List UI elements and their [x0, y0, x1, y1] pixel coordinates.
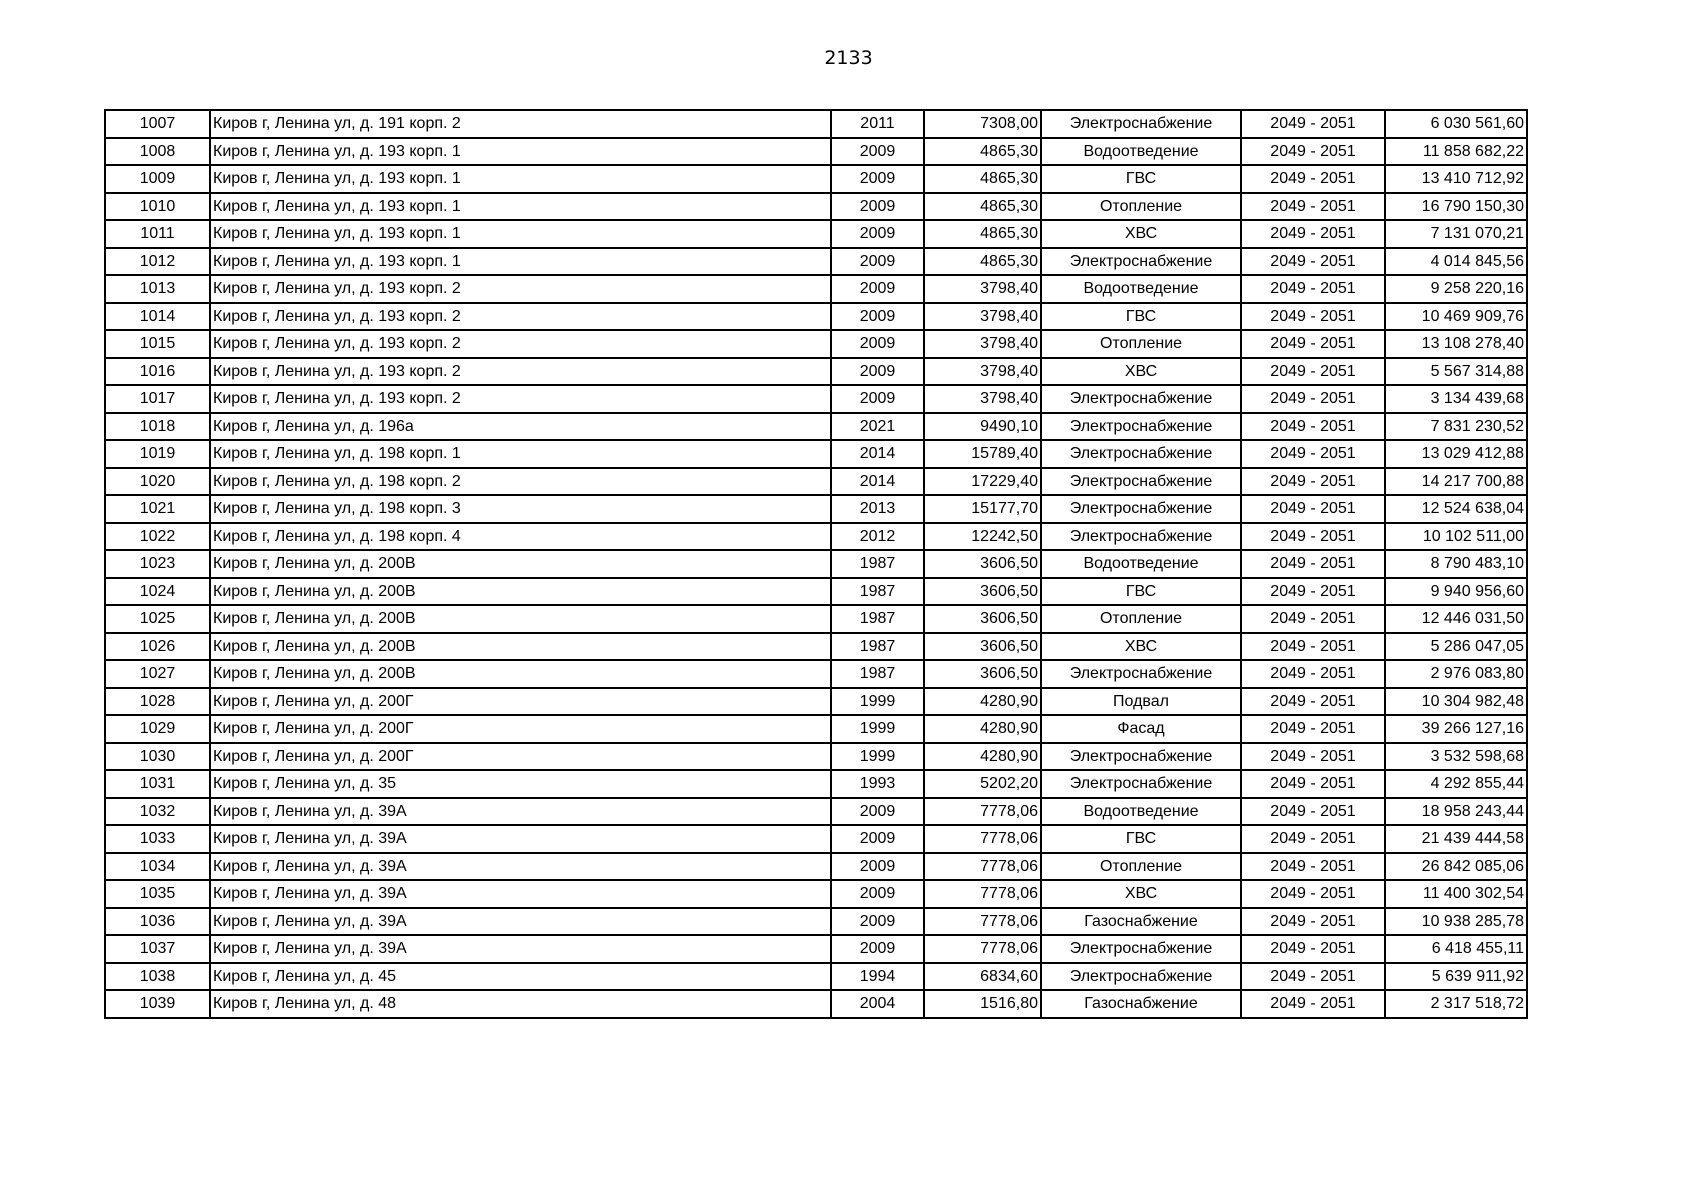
row-number: 1009: [105, 165, 210, 193]
period-cell: 2049 - 2051: [1241, 963, 1385, 991]
table-row: [105, 468, 1527, 496]
table-row: [105, 303, 1527, 331]
period-cell: 2049 - 2051: [1241, 770, 1385, 798]
table-row: [105, 165, 1527, 193]
row-number: 1030: [105, 743, 210, 771]
year-cell: 2009: [831, 908, 924, 936]
area-cell: 3606,50: [924, 633, 1041, 661]
work-type-cell: Водоотведение: [1041, 550, 1241, 578]
cost-cell: 9 940 956,60: [1385, 578, 1527, 606]
table-body: [105, 110, 1527, 1018]
table-row: [105, 990, 1527, 1018]
cost-cell: 4 014 845,56: [1385, 248, 1527, 276]
work-type-cell: Газоснабжение: [1041, 990, 1241, 1018]
area-cell: 3798,40: [924, 330, 1041, 358]
address-cell: Киров г, Ленина ул, д. 193 корп. 2: [210, 358, 831, 386]
address-cell: Киров г, Ленина ул, д. 193 корп. 2: [210, 330, 831, 358]
table-row: [105, 798, 1527, 826]
year-cell: 2014: [831, 468, 924, 496]
period-cell: 2049 - 2051: [1241, 880, 1385, 908]
period-cell: 2049 - 2051: [1241, 935, 1385, 963]
address-cell: Киров г, Ленина ул, д. 200Г: [210, 688, 831, 716]
table-row: [105, 660, 1527, 688]
cost-cell: 10 938 285,78: [1385, 908, 1527, 936]
cost-cell: 11 858 682,22: [1385, 138, 1527, 166]
cost-cell: 13 108 278,40: [1385, 330, 1527, 358]
area-cell: 3798,40: [924, 358, 1041, 386]
year-cell: 2012: [831, 523, 924, 551]
table-row: [105, 193, 1527, 221]
cost-cell: 16 790 150,30: [1385, 193, 1527, 221]
work-type-cell: ГВС: [1041, 578, 1241, 606]
cost-cell: 5 639 911,92: [1385, 963, 1527, 991]
row-number: 1010: [105, 193, 210, 221]
work-type-cell: Электроснабжение: [1041, 110, 1241, 138]
address-cell: Киров г, Ленина ул, д. 39А: [210, 798, 831, 826]
table-row: [105, 688, 1527, 716]
period-cell: 2049 - 2051: [1241, 495, 1385, 523]
year-cell: 2009: [831, 330, 924, 358]
area-cell: 4865,30: [924, 193, 1041, 221]
cost-cell: 8 790 483,10: [1385, 550, 1527, 578]
address-cell: Киров г, Ленина ул, д. 200В: [210, 605, 831, 633]
work-type-cell: ХВС: [1041, 358, 1241, 386]
row-number: 1018: [105, 413, 210, 441]
cost-cell: 13 410 712,92: [1385, 165, 1527, 193]
row-number: 1032: [105, 798, 210, 826]
area-cell: 4280,90: [924, 688, 1041, 716]
year-cell: 1993: [831, 770, 924, 798]
row-number: 1024: [105, 578, 210, 606]
page-number: 2133: [824, 47, 873, 69]
table-row: [105, 330, 1527, 358]
period-cell: 2049 - 2051: [1241, 440, 1385, 468]
row-number: 1019: [105, 440, 210, 468]
area-cell: 7778,06: [924, 853, 1041, 881]
period-cell: 2049 - 2051: [1241, 990, 1385, 1018]
row-number: 1037: [105, 935, 210, 963]
period-cell: 2049 - 2051: [1241, 660, 1385, 688]
row-number: 1017: [105, 385, 210, 413]
row-number: 1029: [105, 715, 210, 743]
work-type-cell: Электроснабжение: [1041, 413, 1241, 441]
address-cell: Киров г, Ленина ул, д. 198 корп. 4: [210, 523, 831, 551]
area-cell: 9490,10: [924, 413, 1041, 441]
year-cell: 2009: [831, 275, 924, 303]
year-cell: 2009: [831, 165, 924, 193]
cost-cell: 2 976 083,80: [1385, 660, 1527, 688]
row-number: 1025: [105, 605, 210, 633]
year-cell: 2014: [831, 440, 924, 468]
cost-cell: 10 469 909,76: [1385, 303, 1527, 331]
row-number: 1011: [105, 220, 210, 248]
area-cell: 15789,40: [924, 440, 1041, 468]
address-cell: Киров г, Ленина ул, д. 200Г: [210, 743, 831, 771]
work-type-cell: Электроснабжение: [1041, 495, 1241, 523]
work-type-cell: Отопление: [1041, 330, 1241, 358]
address-cell: Киров г, Ленина ул, д. 191 корп. 2: [210, 110, 831, 138]
period-cell: 2049 - 2051: [1241, 688, 1385, 716]
year-cell: 1987: [831, 633, 924, 661]
cost-cell: 6 418 455,11: [1385, 935, 1527, 963]
work-type-cell: Электроснабжение: [1041, 385, 1241, 413]
row-number: 1038: [105, 963, 210, 991]
table-row: [105, 275, 1527, 303]
period-cell: 2049 - 2051: [1241, 193, 1385, 221]
cost-cell: 5 567 314,88: [1385, 358, 1527, 386]
address-cell: Киров г, Ленина ул, д. 193 корп. 1: [210, 165, 831, 193]
address-cell: Киров г, Ленина ул, д. 193 корп. 2: [210, 303, 831, 331]
year-cell: 2009: [831, 853, 924, 881]
address-cell: Киров г, Ленина ул, д. 35: [210, 770, 831, 798]
address-cell: Киров г, Ленина ул, д. 39А: [210, 935, 831, 963]
row-number: 1014: [105, 303, 210, 331]
period-cell: 2049 - 2051: [1241, 798, 1385, 826]
table-row: [105, 358, 1527, 386]
period-cell: 2049 - 2051: [1241, 248, 1385, 276]
period-cell: 2049 - 2051: [1241, 275, 1385, 303]
work-type-cell: Электроснабжение: [1041, 743, 1241, 771]
year-cell: 2011: [831, 110, 924, 138]
work-type-cell: ХВС: [1041, 220, 1241, 248]
period-cell: 2049 - 2051: [1241, 550, 1385, 578]
area-cell: 4865,30: [924, 138, 1041, 166]
address-cell: Киров г, Ленина ул, д. 193 корп. 2: [210, 385, 831, 413]
period-cell: 2049 - 2051: [1241, 825, 1385, 853]
year-cell: 2009: [831, 798, 924, 826]
cost-cell: 5 286 047,05: [1385, 633, 1527, 661]
cost-cell: 2 317 518,72: [1385, 990, 1527, 1018]
row-number: 1015: [105, 330, 210, 358]
table-row: [105, 578, 1527, 606]
year-cell: 1987: [831, 578, 924, 606]
row-number: 1034: [105, 853, 210, 881]
row-number: 1008: [105, 138, 210, 166]
area-cell: 3606,50: [924, 605, 1041, 633]
row-number: 1007: [105, 110, 210, 138]
work-type-cell: Подвал: [1041, 688, 1241, 716]
work-type-cell: Отопление: [1041, 853, 1241, 881]
year-cell: 2013: [831, 495, 924, 523]
year-cell: 2009: [831, 385, 924, 413]
area-cell: 4280,90: [924, 715, 1041, 743]
address-cell: Киров г, Ленина ул, д. 198 корп. 3: [210, 495, 831, 523]
area-cell: 4865,30: [924, 165, 1041, 193]
period-cell: 2049 - 2051: [1241, 385, 1385, 413]
row-number: 1026: [105, 633, 210, 661]
table-row: [105, 715, 1527, 743]
table-row: [105, 523, 1527, 551]
work-type-cell: Электроснабжение: [1041, 963, 1241, 991]
table-row: [105, 743, 1527, 771]
address-cell: Киров г, Ленина ул, д. 39А: [210, 908, 831, 936]
area-cell: 3606,50: [924, 578, 1041, 606]
table-row: [105, 110, 1527, 138]
table-row: [105, 248, 1527, 276]
cost-cell: 12 446 031,50: [1385, 605, 1527, 633]
year-cell: 2004: [831, 990, 924, 1018]
area-cell: 6834,60: [924, 963, 1041, 991]
year-cell: 2009: [831, 358, 924, 386]
area-cell: 3798,40: [924, 275, 1041, 303]
work-type-cell: Электроснабжение: [1041, 770, 1241, 798]
year-cell: 1987: [831, 605, 924, 633]
row-number: 1028: [105, 688, 210, 716]
table-row: [105, 385, 1527, 413]
table-row: [105, 825, 1527, 853]
area-cell: 3798,40: [924, 303, 1041, 331]
address-cell: Киров г, Ленина ул, д. 198 корп. 1: [210, 440, 831, 468]
year-cell: 1999: [831, 743, 924, 771]
work-type-cell: ГВС: [1041, 165, 1241, 193]
area-cell: 7778,06: [924, 908, 1041, 936]
table-row: [105, 853, 1527, 881]
area-cell: 3606,50: [924, 550, 1041, 578]
year-cell: 1994: [831, 963, 924, 991]
cost-cell: 7 131 070,21: [1385, 220, 1527, 248]
cost-cell: 10 304 982,48: [1385, 688, 1527, 716]
address-cell: Киров г, Ленина ул, д. 193 корп. 1: [210, 193, 831, 221]
period-cell: 2049 - 2051: [1241, 110, 1385, 138]
cost-cell: 4 292 855,44: [1385, 770, 1527, 798]
cost-cell: 10 102 511,00: [1385, 523, 1527, 551]
row-number: 1022: [105, 523, 210, 551]
year-cell: 2009: [831, 825, 924, 853]
row-number: 1016: [105, 358, 210, 386]
work-type-cell: Электроснабжение: [1041, 468, 1241, 496]
area-cell: 3606,50: [924, 660, 1041, 688]
area-cell: 4865,30: [924, 220, 1041, 248]
cost-cell: 9 258 220,16: [1385, 275, 1527, 303]
address-cell: Киров г, Ленина ул, д. 193 корп. 2: [210, 275, 831, 303]
work-type-cell: ГВС: [1041, 303, 1241, 331]
period-cell: 2049 - 2051: [1241, 605, 1385, 633]
row-number: 1039: [105, 990, 210, 1018]
period-cell: 2049 - 2051: [1241, 578, 1385, 606]
table-row: [105, 495, 1527, 523]
address-cell: Киров г, Ленина ул, д. 39А: [210, 880, 831, 908]
cost-cell: 14 217 700,88: [1385, 468, 1527, 496]
area-cell: 7778,06: [924, 798, 1041, 826]
cost-cell: 7 831 230,52: [1385, 413, 1527, 441]
table-row: [105, 633, 1527, 661]
work-type-cell: Водоотведение: [1041, 798, 1241, 826]
year-cell: 1987: [831, 550, 924, 578]
work-type-cell: ГВС: [1041, 825, 1241, 853]
address-cell: Киров г, Ленина ул, д. 200Г: [210, 715, 831, 743]
period-cell: 2049 - 2051: [1241, 908, 1385, 936]
period-cell: 2049 - 2051: [1241, 358, 1385, 386]
address-cell: Киров г, Ленина ул, д. 45: [210, 963, 831, 991]
address-cell: Киров г, Ленина ул, д. 193 корп. 1: [210, 138, 831, 166]
work-type-cell: Электроснабжение: [1041, 440, 1241, 468]
address-cell: Киров г, Ленина ул, д. 200В: [210, 660, 831, 688]
area-cell: 4280,90: [924, 743, 1041, 771]
address-cell: Киров г, Ленина ул, д. 198 корп. 2: [210, 468, 831, 496]
table-row: [105, 963, 1527, 991]
row-number: 1021: [105, 495, 210, 523]
row-number: 1035: [105, 880, 210, 908]
work-type-cell: Водоотведение: [1041, 138, 1241, 166]
row-number: 1027: [105, 660, 210, 688]
table-row: [105, 770, 1527, 798]
period-cell: 2049 - 2051: [1241, 165, 1385, 193]
period-cell: 2049 - 2051: [1241, 303, 1385, 331]
year-cell: 2009: [831, 138, 924, 166]
address-cell: Киров г, Ленина ул, д. 39А: [210, 825, 831, 853]
row-number: 1012: [105, 248, 210, 276]
period-cell: 2049 - 2051: [1241, 853, 1385, 881]
area-cell: 1516,80: [924, 990, 1041, 1018]
area-cell: 17229,40: [924, 468, 1041, 496]
row-number: 1036: [105, 908, 210, 936]
address-cell: Киров г, Ленина ул, д. 200В: [210, 550, 831, 578]
address-cell: Киров г, Ленина ул, д. 196а: [210, 413, 831, 441]
work-type-cell: Электроснабжение: [1041, 935, 1241, 963]
work-type-cell: Отопление: [1041, 605, 1241, 633]
year-cell: 2009: [831, 303, 924, 331]
table-row: [105, 138, 1527, 166]
cost-cell: 11 400 302,54: [1385, 880, 1527, 908]
work-type-cell: Отопление: [1041, 193, 1241, 221]
address-cell: Киров г, Ленина ул, д. 193 корп. 1: [210, 248, 831, 276]
work-type-cell: Электроснабжение: [1041, 523, 1241, 551]
row-number: 1023: [105, 550, 210, 578]
work-type-cell: Фасад: [1041, 715, 1241, 743]
address-cell: Киров г, Ленина ул, д. 200В: [210, 633, 831, 661]
registry-table: [104, 109, 1528, 1019]
year-cell: 1987: [831, 660, 924, 688]
area-cell: 12242,50: [924, 523, 1041, 551]
table-row: [105, 605, 1527, 633]
cost-cell: 21 439 444,58: [1385, 825, 1527, 853]
address-cell: Киров г, Ленина ул, д. 39А: [210, 853, 831, 881]
cost-cell: 13 029 412,88: [1385, 440, 1527, 468]
period-cell: 2049 - 2051: [1241, 633, 1385, 661]
area-cell: 7308,00: [924, 110, 1041, 138]
work-type-cell: ХВС: [1041, 633, 1241, 661]
period-cell: 2049 - 2051: [1241, 138, 1385, 166]
period-cell: 2049 - 2051: [1241, 330, 1385, 358]
area-cell: 7778,06: [924, 935, 1041, 963]
work-type-cell: ХВС: [1041, 880, 1241, 908]
area-cell: 15177,70: [924, 495, 1041, 523]
row-number: 1031: [105, 770, 210, 798]
year-cell: 2009: [831, 935, 924, 963]
year-cell: 1999: [831, 688, 924, 716]
work-type-cell: Газоснабжение: [1041, 908, 1241, 936]
row-number: 1033: [105, 825, 210, 853]
work-type-cell: Водоотведение: [1041, 275, 1241, 303]
cost-cell: 3 532 598,68: [1385, 743, 1527, 771]
table-row: [105, 550, 1527, 578]
address-cell: Киров г, Ленина ул, д. 200В: [210, 578, 831, 606]
row-number: 1013: [105, 275, 210, 303]
table-row: [105, 440, 1527, 468]
table-row: [105, 935, 1527, 963]
cost-cell: 39 266 127,16: [1385, 715, 1527, 743]
table-row: [105, 908, 1527, 936]
cost-cell: 12 524 638,04: [1385, 495, 1527, 523]
row-number: 1020: [105, 468, 210, 496]
period-cell: 2049 - 2051: [1241, 468, 1385, 496]
cost-cell: 26 842 085,06: [1385, 853, 1527, 881]
table-row: [105, 880, 1527, 908]
area-cell: 3798,40: [924, 385, 1041, 413]
table-row: [105, 220, 1527, 248]
period-cell: 2049 - 2051: [1241, 743, 1385, 771]
address-cell: Киров г, Ленина ул, д. 48: [210, 990, 831, 1018]
period-cell: 2049 - 2051: [1241, 523, 1385, 551]
area-cell: 5202,20: [924, 770, 1041, 798]
year-cell: 2009: [831, 220, 924, 248]
table-row: [105, 413, 1527, 441]
area-cell: 4865,30: [924, 248, 1041, 276]
year-cell: 2009: [831, 193, 924, 221]
year-cell: 2009: [831, 880, 924, 908]
area-cell: 7778,06: [924, 880, 1041, 908]
cost-cell: 3 134 439,68: [1385, 385, 1527, 413]
period-cell: 2049 - 2051: [1241, 413, 1385, 441]
area-cell: 7778,06: [924, 825, 1041, 853]
address-cell: Киров г, Ленина ул, д. 193 корп. 1: [210, 220, 831, 248]
work-type-cell: Электроснабжение: [1041, 248, 1241, 276]
work-type-cell: Электроснабжение: [1041, 660, 1241, 688]
cost-cell: 6 030 561,60: [1385, 110, 1527, 138]
cost-cell: 18 958 243,44: [1385, 798, 1527, 826]
year-cell: 2009: [831, 248, 924, 276]
period-cell: 2049 - 2051: [1241, 220, 1385, 248]
year-cell: 1999: [831, 715, 924, 743]
year-cell: 2021: [831, 413, 924, 441]
period-cell: 2049 - 2051: [1241, 715, 1385, 743]
